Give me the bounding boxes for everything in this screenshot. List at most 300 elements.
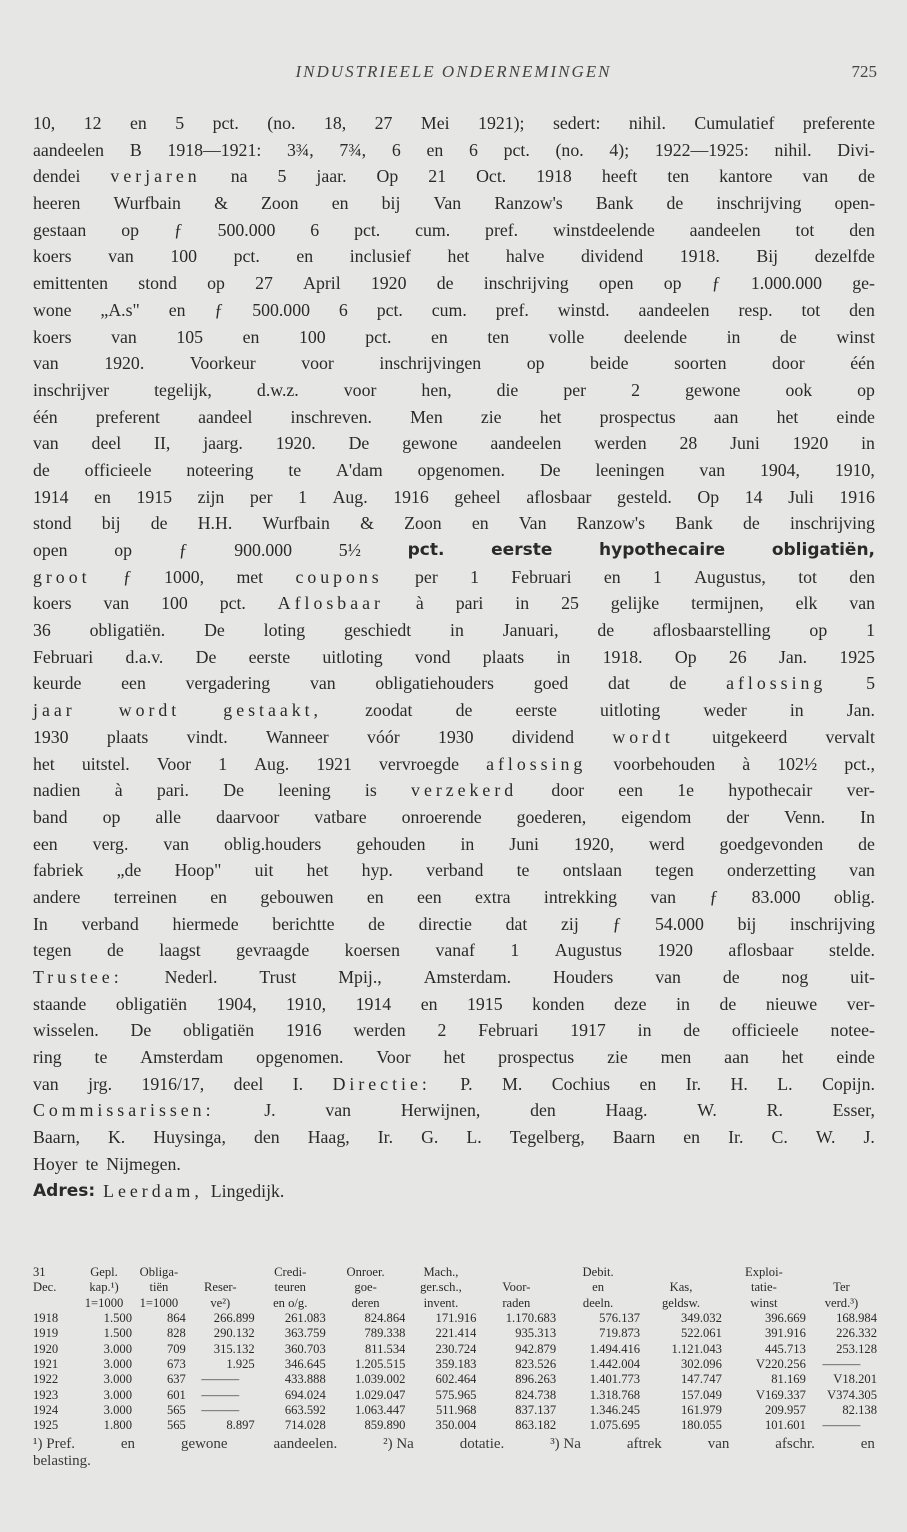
text-line	[33, 404, 875, 431]
word: pct.	[407, 540, 445, 560]
table-cell: 511.968	[436, 1402, 477, 1417]
word: pct.	[503, 139, 530, 160]
word: Augustus,	[694, 566, 766, 587]
word: 1	[298, 486, 308, 507]
word: eerste	[515, 700, 557, 721]
word: en	[639, 1073, 657, 1094]
text-line	[33, 777, 875, 804]
word: de	[742, 513, 760, 534]
footnote-line	[33, 1436, 875, 1453]
table-cell: 1.500	[103, 1326, 133, 1341]
word: 3¾,	[287, 139, 314, 160]
word: fabriek	[33, 860, 84, 881]
word: den	[849, 299, 875, 320]
word: van	[33, 1073, 59, 1094]
table-cell: 346.645	[284, 1356, 326, 1371]
word: van	[650, 886, 677, 907]
word: plaats	[482, 646, 525, 667]
word: koers	[33, 326, 72, 347]
word: G.	[421, 1127, 439, 1148]
word: deelende	[623, 326, 687, 347]
word: oblig.houders	[224, 833, 322, 854]
column-header	[640, 1265, 722, 1280]
word: 54.000	[655, 913, 704, 934]
word: kantore	[719, 166, 773, 187]
table-cell: 811.534	[364, 1341, 406, 1356]
text-line	[33, 163, 875, 190]
word: 1915	[136, 486, 173, 507]
word: pct.	[219, 593, 246, 614]
word: gevraagde	[236, 940, 310, 961]
word: Juni	[730, 433, 760, 454]
table-cell: 863.182	[515, 1418, 557, 1433]
word: beide	[590, 353, 629, 374]
word: met	[236, 566, 264, 587]
word: Ranzow's	[494, 193, 563, 214]
text-line	[33, 537, 875, 564]
table-cell: 3.000	[103, 1341, 133, 1356]
word: Bij	[756, 246, 779, 267]
column-header: Onroer.	[346, 1265, 385, 1280]
column-header: raden	[502, 1295, 531, 1310]
word: Juni	[509, 833, 539, 854]
word: Huysinga,	[153, 1127, 226, 1148]
word: directie	[418, 913, 472, 934]
word: obligatiën.	[89, 620, 166, 641]
text-line	[33, 590, 875, 617]
word: den	[849, 219, 875, 240]
word: van	[655, 967, 681, 987]
word: de	[683, 1020, 701, 1041]
word: de	[669, 673, 687, 694]
word: soorten	[674, 353, 727, 374]
word: zoodat	[365, 700, 413, 721]
word: uit	[254, 860, 274, 881]
word: men	[660, 1047, 692, 1068]
word: pct.	[354, 219, 381, 240]
word: In	[33, 913, 48, 934]
word: Bank	[675, 513, 713, 534]
word: nadien	[33, 780, 81, 801]
word: inschrijving	[483, 273, 569, 294]
footnote-line-2: belasting.	[33, 1453, 91, 1469]
word: verband	[426, 860, 484, 881]
word: 900.000	[234, 540, 293, 560]
word: pari	[455, 593, 484, 614]
table-cell: 360.703	[284, 1341, 326, 1356]
word: Februari	[33, 646, 94, 667]
word: te	[288, 459, 302, 480]
word: Copijn.	[822, 1073, 875, 1094]
year-cell: 1919	[33, 1326, 59, 1341]
word: laagst	[159, 940, 201, 961]
table-cell: 565	[166, 1418, 186, 1433]
table-cell: 261.083	[284, 1311, 326, 1326]
column-header: winst	[750, 1295, 778, 1310]
word: den	[530, 1100, 556, 1121]
table-cell: 663.592	[284, 1402, 326, 1417]
word: 1	[510, 940, 520, 961]
table-cell: 859.890	[364, 1418, 406, 1433]
table-cell: ———	[201, 1372, 240, 1387]
year-cell: 1918	[33, 1311, 59, 1326]
word: dezelfde	[814, 246, 875, 267]
word: het	[781, 1047, 804, 1068]
word: goederen,	[516, 806, 587, 827]
word: &	[360, 513, 374, 534]
word: en	[366, 886, 384, 907]
word: C.	[771, 1127, 788, 1148]
word: Amsterdam	[140, 1047, 224, 1068]
word: 1904,	[216, 993, 257, 1014]
word: De	[539, 459, 561, 480]
word: April	[303, 273, 341, 294]
word: het	[539, 406, 562, 427]
word: gehouden	[356, 833, 426, 854]
word: In	[860, 806, 875, 827]
word: 6	[391, 139, 401, 160]
word: 4);	[609, 139, 630, 160]
word: I.	[292, 1073, 304, 1094]
text-line	[33, 510, 875, 537]
word: gewone	[402, 433, 458, 454]
text-line	[33, 697, 875, 724]
table-cell: 1.205.515	[355, 1356, 406, 1371]
word: 1920.	[275, 433, 316, 454]
text-line	[33, 1044, 875, 1071]
word: Wanneer	[265, 726, 329, 747]
word: weder	[703, 700, 747, 721]
word: vóór	[367, 726, 400, 747]
table-cell: 350.004	[435, 1418, 477, 1433]
word: Januari,	[502, 620, 559, 641]
word: à	[114, 780, 123, 801]
word: Wurfbain	[113, 193, 181, 214]
word: van	[309, 673, 336, 694]
word: à	[415, 593, 424, 614]
word: resp.	[738, 299, 773, 320]
word: den	[849, 566, 875, 587]
word: 1916	[393, 486, 429, 507]
word: Haag.	[605, 1100, 648, 1121]
word: dat	[505, 913, 528, 934]
word: obligatiën	[115, 993, 187, 1014]
word: op	[663, 273, 682, 294]
word: en	[210, 886, 228, 907]
word: Van	[518, 513, 547, 534]
word: op	[809, 620, 828, 641]
word: 5	[866, 673, 875, 694]
column-header: invent.	[423, 1295, 459, 1310]
header-title: INDUSTRIEELE ONDERNEMINGEN	[295, 62, 612, 81]
word: en	[331, 193, 349, 214]
table-cell: V18.201	[833, 1372, 877, 1387]
word: 102½	[777, 753, 818, 774]
word: één	[33, 406, 58, 427]
word: preferent	[95, 406, 160, 427]
text-line	[33, 457, 875, 484]
word: à	[742, 753, 751, 774]
word: 105	[176, 326, 204, 347]
word: verband	[81, 913, 139, 934]
table-row	[33, 1403, 877, 1418]
word: prospectus	[599, 406, 676, 427]
word: en	[129, 113, 147, 133]
word: aan	[713, 406, 739, 427]
word: vindt.	[186, 726, 228, 747]
word: Esser,	[832, 1100, 875, 1121]
column-header: ger.sch.,	[420, 1280, 462, 1295]
table-cell: 828	[166, 1326, 186, 1341]
text-line	[33, 137, 875, 164]
footnote-word: aandeelen.	[273, 1436, 338, 1452]
table-cell: V374.305	[826, 1387, 877, 1402]
word: 1917	[570, 1020, 606, 1041]
table-row	[33, 1418, 877, 1433]
word: op	[207, 273, 225, 294]
table-cell: 1.346.245	[589, 1402, 641, 1417]
word: 1914	[355, 993, 392, 1014]
word: 1918—1921:	[167, 139, 262, 160]
word: koersen	[344, 940, 400, 961]
table-cell: 266.899	[213, 1311, 255, 1326]
word: groot	[33, 566, 91, 587]
word: en	[168, 299, 186, 320]
word: Nederl.	[164, 967, 218, 987]
word: leeningen	[595, 459, 665, 480]
word: M.	[502, 1073, 523, 1094]
word: halve	[505, 246, 545, 267]
word: Haag,	[307, 1127, 350, 1148]
text-line	[33, 991, 875, 1018]
word: der	[726, 806, 750, 827]
text-line	[33, 1178, 875, 1205]
table-header-row	[33, 1265, 877, 1280]
footnote-word: ²) Na	[383, 1436, 414, 1452]
word: uitloting	[600, 700, 661, 721]
word: stelde.	[829, 940, 875, 961]
financial-table	[33, 1265, 877, 1433]
word: de	[33, 459, 50, 480]
word: 14	[744, 486, 763, 507]
word: 10,	[33, 113, 56, 133]
word: voorbehouden	[613, 753, 716, 774]
column-header	[806, 1265, 877, 1280]
word: 1.000.000	[750, 273, 822, 294]
word: aandeel	[198, 406, 253, 427]
word: den	[253, 1127, 280, 1148]
table-cell: 3.000	[103, 1387, 133, 1402]
word: Mpij.,	[338, 967, 382, 987]
word: terreinen	[113, 886, 177, 907]
word: 1918.	[602, 646, 643, 667]
table-cell: 719.873	[599, 1326, 641, 1341]
word: Ir.	[685, 1073, 702, 1094]
word: hypothecair	[728, 780, 813, 801]
word: L.	[466, 1127, 482, 1148]
table-cell: 171.916	[435, 1311, 477, 1326]
word: Herwijnen,	[400, 1100, 481, 1121]
word: ƒ	[711, 273, 721, 294]
word: Voorkeur	[189, 353, 256, 374]
word: A'dam	[336, 459, 383, 480]
table-cell: 576.137	[599, 1311, 641, 1326]
word: op	[114, 540, 133, 560]
text-line	[33, 1071, 875, 1098]
word: open-	[834, 193, 875, 214]
table-cell: 1.121.043	[671, 1341, 722, 1356]
word: gewone	[685, 379, 741, 400]
text-line	[33, 617, 875, 644]
word: 28	[679, 433, 698, 454]
word: tot	[795, 219, 815, 240]
word: 83.000	[751, 886, 801, 907]
footnote-word: van	[707, 1436, 730, 1452]
word: 1916/17,	[141, 1073, 205, 1094]
word: notee-	[830, 1020, 875, 1041]
word: vervalt	[825, 726, 875, 747]
body-text	[33, 110, 875, 1204]
word: voor	[301, 353, 334, 374]
word: K.	[107, 1127, 126, 1148]
word: winstd.	[557, 299, 610, 320]
word: (no.	[267, 113, 296, 133]
table-row	[33, 1357, 877, 1372]
word: een	[121, 673, 146, 694]
word: ontslaan	[562, 860, 622, 881]
word: wordt	[612, 726, 674, 747]
word: volle	[548, 326, 585, 347]
text-line	[33, 377, 875, 404]
text-line	[33, 324, 875, 351]
word: coupons	[295, 566, 383, 587]
word: inschrijving	[790, 913, 875, 934]
word: ten	[667, 166, 690, 187]
table-cell: V220.256	[755, 1356, 806, 1371]
column-header: deren	[351, 1295, 380, 1310]
table-cell: 359.183	[435, 1356, 477, 1371]
word: L.	[777, 1073, 793, 1094]
page-number: 725	[851, 62, 877, 81]
word: nieuwe	[765, 993, 818, 1014]
table-row	[33, 1372, 877, 1387]
word: Juli	[788, 486, 814, 507]
word: tot	[798, 566, 817, 587]
word: 1916	[839, 486, 875, 507]
word: wordt	[118, 700, 181, 721]
word: obligatiehouders	[375, 673, 494, 694]
table-cell: 935.313	[515, 1326, 557, 1341]
word: zijn	[197, 486, 225, 507]
word: 1916	[285, 1020, 322, 1041]
word: de	[106, 940, 124, 961]
word: daarvoor	[216, 806, 280, 827]
column-header: Kas,	[669, 1280, 693, 1295]
word: inschrijver	[33, 379, 110, 400]
word: en	[430, 326, 448, 347]
table-cell: 315.132	[213, 1341, 255, 1356]
word: zij	[561, 913, 579, 934]
word: van	[325, 1100, 352, 1121]
word: bij	[101, 513, 121, 534]
column-header: Voor-	[502, 1280, 531, 1295]
word: wisselen.	[33, 1020, 99, 1041]
table-cell: 209.957	[764, 1402, 806, 1417]
word: 1904,	[759, 459, 800, 480]
table-header-row	[33, 1296, 877, 1311]
word: 21	[428, 166, 447, 187]
word: Aug.	[332, 486, 368, 507]
word: Tegelberg,	[509, 1127, 585, 1148]
table-cell: 157.049	[680, 1387, 722, 1402]
column-header: ve²)	[210, 1295, 231, 1310]
column-header: Credi-	[274, 1265, 307, 1280]
word: Divi-	[837, 139, 875, 160]
table-cell: ———	[822, 1418, 861, 1433]
word: de	[780, 326, 797, 347]
word: eerste	[248, 646, 291, 667]
word: uitstel.	[81, 753, 130, 774]
word: pct.	[376, 299, 403, 320]
text-line	[33, 831, 875, 858]
word: de	[722, 967, 740, 987]
table-cell: 363.759	[284, 1326, 326, 1341]
text-line	[33, 1097, 875, 1124]
word: Nijmegen.	[106, 1153, 181, 1174]
word: Van	[433, 193, 462, 214]
table-cell: 396.669	[764, 1311, 806, 1326]
table-cell: 837.137	[515, 1402, 557, 1417]
word: goed	[533, 673, 569, 694]
year-cell: 1920	[33, 1341, 59, 1356]
table-cell: 789.338	[364, 1326, 406, 1341]
footnote-word: afschr.	[775, 1436, 815, 1452]
word: de	[597, 620, 615, 641]
word: Zoon	[261, 193, 299, 214]
word: preferente	[802, 113, 875, 133]
word: band	[33, 806, 68, 827]
column-header: en	[592, 1280, 605, 1295]
word: opgenomen.	[256, 1047, 344, 1068]
word: is	[364, 780, 377, 801]
table-cell: 101.601	[764, 1418, 806, 1433]
word: 1920	[792, 433, 829, 454]
word: Lingedijk.	[210, 1180, 285, 1201]
word: inschrijving	[716, 193, 802, 214]
word: 7¾,	[339, 139, 367, 160]
word: Jan.	[846, 700, 875, 721]
column-header: Exploi-	[745, 1265, 783, 1280]
word: aflossing	[486, 753, 587, 774]
text-line	[33, 564, 875, 591]
table-cell: 673	[166, 1356, 186, 1371]
word: in	[450, 620, 464, 641]
word: oblig.	[833, 886, 875, 907]
word: onroerende	[401, 806, 482, 827]
word: uitgekeerd	[712, 726, 788, 747]
word: aan	[724, 1047, 749, 1068]
table-cell: 602.464	[435, 1372, 477, 1387]
word: cum.	[431, 299, 467, 320]
word: Oct.	[476, 166, 507, 187]
word: uit-	[850, 967, 875, 987]
table-cell: 3.000	[103, 1372, 133, 1387]
word: „A.s"	[100, 299, 140, 320]
word: 1920	[370, 273, 407, 294]
word: inschreven.	[290, 406, 372, 427]
word: Leerdam,	[103, 1180, 203, 1201]
word: 1930	[33, 726, 69, 747]
